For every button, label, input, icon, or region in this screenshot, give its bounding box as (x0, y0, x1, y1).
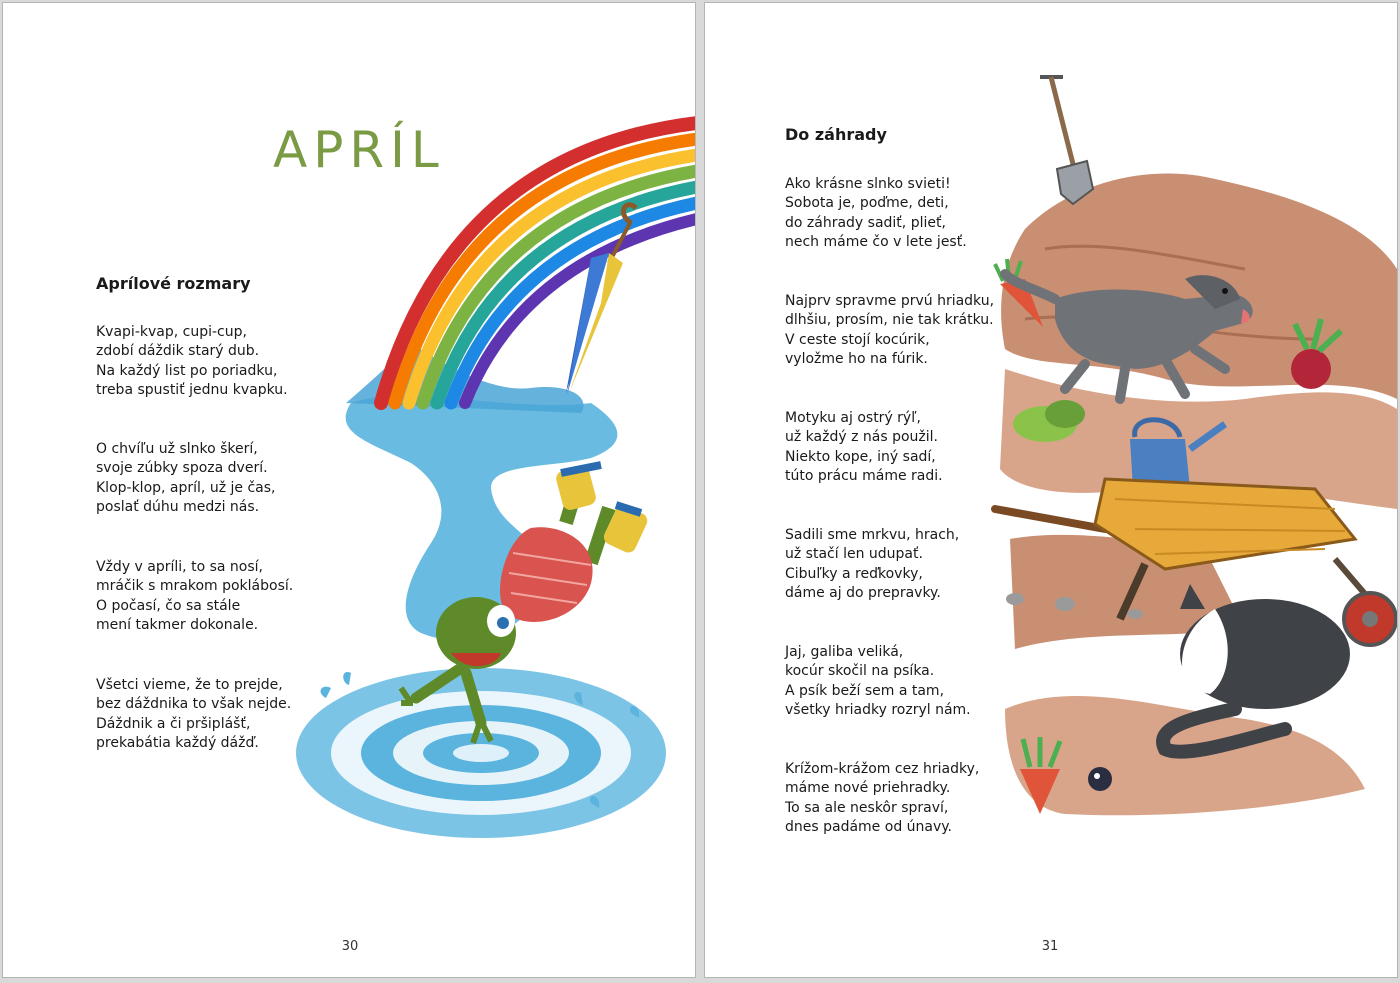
poem-line: poslať dúhu medzi nás. (96, 499, 260, 516)
poem-line: Všetci vieme, že to prejde, (96, 677, 283, 693)
poem-line: dnes padáme od únavy. (785, 819, 953, 836)
rainbow-frog-illustration (291, 113, 696, 853)
poem-line: A psík beží sem a tam, (785, 682, 945, 699)
poem-line: do záhrady sadiť, plieť, (785, 214, 946, 231)
poem-line: Na každý list po poriadku, (96, 362, 278, 379)
left-page (2, 2, 696, 978)
page-number: 30 (341, 939, 359, 954)
poem-line: treba spustiť jednu kvapku. (96, 382, 288, 399)
shovel-icon (1040, 77, 1093, 204)
right-page (704, 2, 1398, 978)
poem-line: Niekto kope, iný sadí, (785, 448, 936, 465)
stanza (96, 323, 288, 401)
mole-icon (1088, 767, 1112, 791)
poem-line: mení takmer dokonale. (96, 617, 259, 634)
poem-line: Klop-klop, apríl, už je čas, (96, 479, 276, 496)
poem-line: dlhšiu, prosím, nie tak krátku. (785, 312, 994, 329)
poem-line: Sadili sme mrkvu, hrach, (785, 527, 960, 543)
poem-line: svoje zúbky spoza dverí. (96, 460, 268, 477)
stanza (785, 292, 994, 370)
poem-line: dáme aj do prepravky. (785, 585, 941, 602)
poem-line: O chvíľu už slnko škerí, (96, 441, 258, 457)
poem-line: Ako krásne slnko svieti! (785, 176, 951, 192)
stanza (96, 676, 291, 754)
poem-line: všetky hriadky rozryl nám. (785, 702, 971, 719)
poem-line: Vždy v apríli, to sa nosí, (96, 559, 263, 575)
poem-line: mráčik s mrakom poklábosí. (96, 578, 294, 595)
stanza (96, 440, 275, 518)
poem-line: už každý z nás použil. (785, 429, 938, 446)
stanza (785, 526, 959, 604)
rainbow-icon (381, 123, 696, 403)
poem-line: Sobota je, poďme, deti, (785, 195, 949, 212)
poem-line: Motyku aj ostrý rýľ, (785, 410, 921, 426)
page-number: 31 (1041, 939, 1059, 954)
stanza (96, 558, 293, 636)
poem-line: máme nové priehradky. (785, 780, 951, 797)
poem-line: Dáždnik a či pršiplášť, (96, 715, 251, 732)
garden-illustration (985, 69, 1397, 839)
poem-line: Najprv spravme prvú hriadku, (785, 293, 995, 309)
stanza (785, 409, 943, 487)
poem-line: To sa ale neskôr spraví, (785, 799, 949, 816)
stanza (785, 643, 971, 721)
poem-line: túto prácu máme radi. (785, 468, 943, 485)
poem-line: Cibuľky a reďkovky, (785, 565, 923, 582)
poem-line: vyložme ho na fúrik. (785, 351, 928, 368)
chapter-title: APRÍL (273, 121, 445, 179)
poem-title-left: Aprílové rozmary (96, 274, 251, 293)
poem-line: Krížom-krážom cez hriadky, (785, 761, 980, 777)
poem-line: Kvapi-kvap, cupi-cup, (96, 324, 247, 340)
poem-line: kocúr skočil na psíka. (785, 663, 935, 680)
poem-line: bez dáždnika to však nejde. (96, 696, 292, 713)
poem-line: už stačí len udupať. (785, 546, 923, 563)
poem-line: prekabátia každý dážď. (96, 735, 259, 752)
poem-line: O počasí, čo sa stále (96, 597, 241, 614)
stanza (785, 175, 967, 253)
puddle-icon (296, 668, 666, 838)
poem-line: nech máme čo v lete jesť. (785, 234, 967, 251)
poem-line: Jaj, galiba veliká, (785, 644, 904, 660)
poem-line: V ceste stojí kocúrik, (785, 331, 930, 348)
poem-line: zdobí dáždik starý dub. (96, 343, 260, 360)
stanza (785, 760, 979, 838)
poem-title-right: Do záhrady (785, 125, 887, 144)
